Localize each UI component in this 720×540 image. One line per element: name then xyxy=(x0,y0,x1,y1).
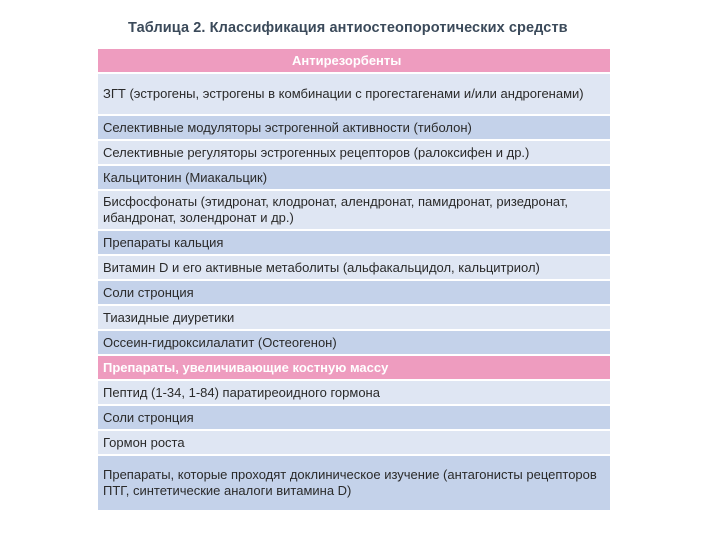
table-row: Препараты, которые проходят доклиническое изучение (антагонисты рецепторов ПТГ, синтетические аналоги витамина D) xyxy=(98,456,610,512)
table-row: Селективные регуляторы эстрогенных рецепторов (ралоксифен и др.) xyxy=(98,141,610,166)
section-header-antiresorptive: Антирезорбенты xyxy=(98,49,610,74)
table-row: Препараты кальция xyxy=(98,231,610,256)
table-row: Кальцитонин (Миакальцик) xyxy=(98,166,610,191)
table-row: Пептид (1-34, 1-84) паратиреоидного гормона xyxy=(98,381,610,406)
table-title: Таблица 2. Классификация антиостеопоротических средств xyxy=(128,20,568,36)
table-row: Соли стронция xyxy=(98,406,610,431)
table-row: Витамин D и его активные метаболиты (альфакальцидол, кальцитриол) xyxy=(98,256,610,281)
table-row: Бисфосфонаты (этидронат, клодронат, алендронат, памидронат, ризедронат, ибандронат, золендронат и др.) xyxy=(98,191,610,231)
table-row: Соли стронция xyxy=(98,281,610,306)
section-header-bone-mass: Препараты, увеличивающие костную массу xyxy=(98,356,610,381)
table-row: ЗГТ (эстрогены, эстрогены в комбинации с прогестагенами и/или андрогенами) xyxy=(98,74,610,116)
table-row: Селективные модуляторы эстрогенной активности (тиболон) xyxy=(98,116,610,141)
classification-table xyxy=(98,49,610,512)
table-row: Оссеин-гидроксилалатит (Остеогенон) xyxy=(98,331,610,356)
table-row: Гормон роста xyxy=(98,431,610,456)
table-row: Тиазидные диуретики xyxy=(98,306,610,331)
